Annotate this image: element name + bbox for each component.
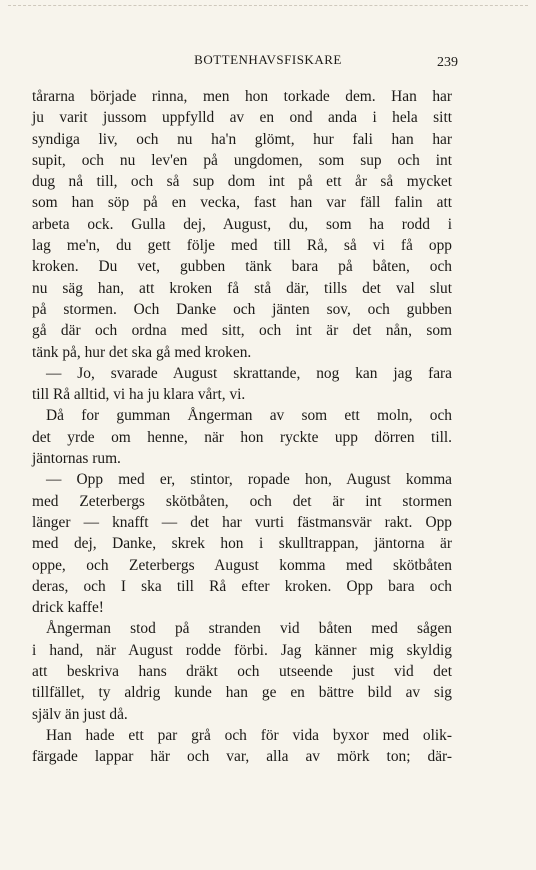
text-line: Då for gumman Ångerman av som ett moln, och (46, 407, 452, 425)
text-line: — Opp med er, stintor, ropade hon, August komma (46, 471, 452, 489)
text-line: ju varit jussom uppfylld av en ond anda i hela sitt (32, 109, 452, 127)
text-line: Ångerman stod på stranden vid båten med sågen (46, 620, 452, 638)
text-line: supit, och nu lev'en på ungdomen, som sup och int (32, 151, 452, 169)
text-line: länger — knafft — det har vurti fästmansvär rakt. Opp (32, 513, 452, 531)
text-line: jäntornas rum. (32, 450, 121, 468)
page-header (0, 52, 536, 74)
text-line: arbeta ock. Gulla dej, August, du, som ha rodd i (32, 215, 452, 233)
text-line: till Rå alltid, vi ha ju klara vårt, vi. (32, 386, 246, 404)
text-line: syndiga liv, och nu ha'n glömt, hur fali han har (32, 130, 452, 148)
text-line: färgade lappar här och var, alla av mörk ton; där- (32, 748, 452, 766)
text-line: på stormen. Och Danke och jänten sov, och gubben (32, 300, 452, 318)
text-line: med dej, Danke, skrek hon i skulltrappan, jäntorna är (32, 535, 452, 553)
text-line: kroken. Du vet, gubben tänk bara på båten, och (32, 258, 452, 276)
text-line: tårarna började rinna, men hon torkade dem. Han har (32, 88, 452, 105)
text-line: deras, och I ska till Rå efter kroken. Opp bara och (32, 577, 452, 595)
text-line: i hand, när August rodde förbi. Jag känner mig skyldig (32, 641, 452, 659)
text-line: gå där och ordna med sitt, och int är det nån, som (32, 322, 452, 340)
top-edge-rule (8, 5, 528, 6)
text-line: att beskriva hans dräkt och utseende just vid det (32, 663, 452, 681)
running-head: BOTTENHAVSFISKARE (194, 52, 342, 67)
text-line: drick kaffe! (32, 599, 104, 617)
text-line: lag me'n, du gett följe med till Rå, så vi få opp (32, 237, 452, 255)
text-line: tänk på, hur det ska gå med kroken. (32, 343, 252, 361)
text-line: Han hade ett par grå och för vida byxor med olik- (46, 726, 452, 744)
text-line: med Zeterbergs skötbåten, och det är int stormen (32, 492, 452, 510)
text-line: själv än just då. (32, 705, 128, 723)
text-line: oppe, och Zeterbergs August komma med skötbåten (32, 556, 452, 574)
body-text (32, 86, 452, 768)
text-line: nu säg han, att kroken få stå där, tills det val slut (32, 279, 452, 297)
text-line: — Jo, svarade August skrattande, nog kan jag fara (46, 364, 452, 382)
text-line: det yrde om henne, när hon ryckte upp dörren till. (32, 428, 452, 446)
text-line: dug nå till, och så sup dom int på ett år så mycket (32, 173, 452, 191)
text-line: tillfället, ty aldrig kunde han ge en bättre bild av sig (32, 684, 452, 702)
text-line: som han söp på en vecka, fast han var fäll falin att (32, 194, 452, 212)
page-number: 239 (437, 55, 458, 70)
